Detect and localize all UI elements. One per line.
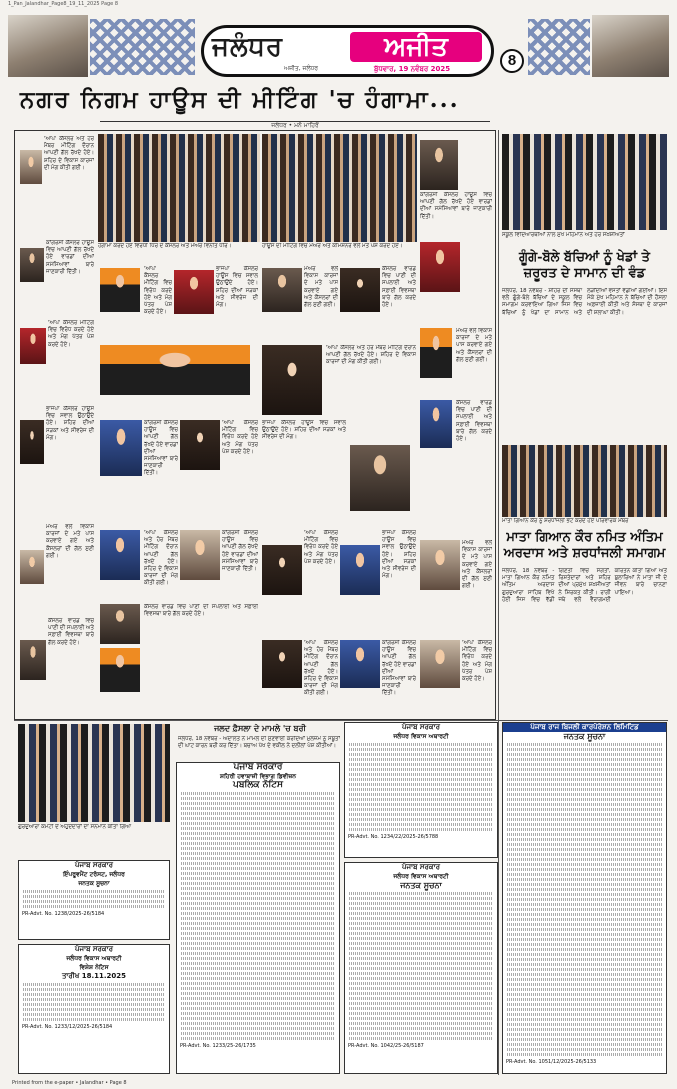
councillor-photo [420,640,460,688]
ad-notice-heading: ਜਨਤਕ ਸੂਚਨਾ [78,880,110,887]
speech-text: ਮੇਅਰ ਵਲੋਂ ਵਿਕਾਸ ਕਾਰਜਾਂ ਦੇ ਮਤੇ ਪਾਸ ਕਰਵਾਏ ਗਏ ਅਤੇ ਕੌਂਸਲਰਾਂ ਦੀ ਗੱਲ ਸੁਣੀ ਗਈ। [46,524,94,559]
honour-ceremony-photo [18,724,170,822]
page-footer: Printed from the e-paper • Jalandhar • Page 8 [12,1080,127,1086]
ad-subtitle: ਇੰਪਰੂਵਮੈਂਟ ਟਰੱਸਟ, ਜਲੰਧਰ [63,871,125,878]
govt-advertisement [18,944,170,1074]
speech-text: ਭਾਜਪਾ ਕੌਂਸਲਰ ਹਾਊਸ ਵਿਚ ਸਵਾਲ ਉਠਾਉਂਦੇ ਹੋਏ। ਸ਼ਹਿਰ ਦੀਆਂ ਸੜਕਾਂ ਅਤੇ ਸੀਵਰੇਜ ਦੀ ਮੰਗ। [46,406,94,441]
govt-advertisement [502,722,667,1074]
councillor-photo [262,268,302,312]
councillor-photo [100,648,140,692]
speech-text: 'ਆਪ' ਕੌਂਸਲਰ ਮੀਟਿੰਗ ਵਿਚ ਵਿਰੋਧ ਕਰਦੇ ਹੋਏ ਅਤੇ ਮੰਗ ਪੱਤਰ ਪੇਸ਼ ਕਰਦੇ ਹੋਏ। [462,640,492,683]
ad-number: PR-Advt. No. 1238/2025-26/5184 [22,911,105,917]
speech-text: ਕਾਂਗਰਸੀ ਕੌਂਸਲਰ ਹਾਊਸ ਵਿਚ ਆਪਣੀ ਗੱਲ ਰੱਖਦੇ ਹੋਏ ਵਾਰਡਾਂ ਦੀਆਂ ਸਮੱਸਿਆਵਾਂ ਬਾਰੇ ਜਾਣਕਾਰੀ ਦਿੱਤੀ। [382,640,416,697]
councillor-photo [420,540,460,590]
ad-subtitle: ਜਲੰਧਰ ਵਿਕਾਸ ਅਥਾਰਟੀ [393,873,449,880]
ad-subtitle: ਸ਼ਹਿਰੀ ਹਵਾਬਾਜ਼ੀ ਵਿਭਾਗ ਡਿਵੀਜ਼ਨ [219,773,297,780]
govt-advertisement [176,762,340,1074]
councillor-photo [100,420,142,476]
councillor-photo [340,545,380,595]
photo-caption: ਗੁਰਦੁਆਰਾ ਕਮੇਟੀ ਦੇ ਅਹੁਦੇਦਾਰਾਂ ਦਾ ਸਨਮਾਨ ਕੀਤਾ ਗਿਆ [18,824,131,830]
councillor-photo [174,270,214,314]
speech-text: ਕਾਂਗਰਸੀ ਕੌਂਸਲਰ ਹਾਊਸ ਵਿਚ ਆਪਣੀ ਗੱਲ ਰੱਖਦੇ ਹੋਏ ਵਾਰਡਾਂ ਦੀਆਂ ਸਮੱਸਿਆਵਾਂ ਬਾਰੇ ਜਾਣਕਾਰੀ ਦਿੱਤੀ। [46,240,94,275]
govt-advertisement [344,722,498,858]
photo-caption: ਸਕੂਲ ਵਿਦਿਆਰਥੀਆਂ ਨਾਲ ਮੁੱਖ ਮਹਿਮਾਨ ਅਤੇ ਹੋਰ ਸਖ਼ਸ਼ੀਅਤਾਂ [502,232,625,238]
ad-title: ਪੰਜਾਬ ਸਰਕਾਰ [401,723,440,731]
councillor-photo [180,420,220,470]
ad-title: ਪੰਜਾਬ ਸਰਕਾਰ [233,762,283,772]
speech-text: ਭਾਜਪਾ ਕੌਂਸਲਰ ਹਾਊਸ ਵਿਚ ਸਵਾਲ ਉਠਾਉਂਦੇ ਹੋਏ। ਸ਼ਹਿਰ ਦੀਆਂ ਸੜਕਾਂ ਅਤੇ ਸੀਵਰੇਜ ਦੀ ਮੰਗ। [382,530,416,580]
councillor-photo [20,640,46,680]
ad-number: PR-Advt. No. 1233/12/2025-26/5184 [22,1024,113,1030]
ad-title: ਪੰਜਾਬ ਸਰਕਾਰ [401,863,440,871]
story-headline: ਮਾਤਾ ਗਿਆਨ ਕੌਰ ਨਮਿਤ ਅੰਤਿਮ ਅਰਦਾਸ ਅਤੇ ਸ਼ਰਧਾਂਜਲੀ ਸਮਾਗਮ [503,530,666,561]
councillor-photo [262,545,302,595]
logo-city-name: ਜਲੰਧਰ [212,32,284,62]
ad-date: ਤਾਰੀਖ 18.11.2025 [61,972,127,980]
speech-text: ਕੌਂਸਲਰ ਵਾਰਡ ਵਿਚ ਪਾਣੀ ਦੀ ਸਪਲਾਈ ਅਤੇ ਸਫ਼ਾਈ ਵਿਵਸਥਾ ਬਾਰੇ ਗੱਲ ਕਰਦੇ ਹੋਏ। [456,400,492,443]
councillor-photo [350,445,410,511]
councillor-photo [262,345,322,415]
councillor-photo [20,550,44,584]
ad-number: PR-Advt. No. 1042/25-26/5187 [348,1043,424,1049]
ad-subtitle: ਜਲੰਧਰ ਵਿਕਾਸ ਅਥਾਰਟੀ [393,733,449,740]
issue-date: ਬੁੱਧਵਾਰ, 19 ਨਵੰਬਰ 2025 [374,65,451,73]
building-photo-left [8,15,88,77]
main-byline: ਜਲੰਧਰ • ਮਨੋ ਮਾਹਿਰੋਂ [100,121,490,130]
ad-notice-heading: ਜਨਤਕ ਸੂਚਨਾ [400,881,442,890]
logo-paper-name: ਅਜੀਤ [350,32,482,62]
councillor-photo [100,345,250,395]
students-group-photo [502,134,667,230]
photo-caption: ਮਾਤਾ ਗਿਆਨ ਕੌਰ ਨੂੰ ਸ਼ਰਧਾਂਜਲੀ ਭੇਟ ਕਰਦੇ ਹੋਏ ਪਰਿਵਾਰਕ ਮੈਂਬਰ [502,518,629,524]
govt-advertisement [18,860,170,940]
councillor-photo [20,248,44,282]
ad-number: PR-Advt. No. 1233/25-26/1735 [180,1043,256,1049]
prayer-ceremony-photo [502,445,667,517]
speech-text: ਕੌਂਸਲਰ ਵਾਰਡ ਵਿਚ ਪਾਣੀ ਦੀ ਸਪਲਾਈ ਅਤੇ ਸਫ਼ਾਈ ਵਿਵਸਥਾ ਬਾਰੇ ਗੱਲ ਕਰਦੇ ਹੋਏ। [144,604,258,618]
speech-text: ਮੇਅਰ ਵਲੋਂ ਵਿਕਾਸ ਕਾਰਜਾਂ ਦੇ ਮਤੇ ਪਾਸ ਕਰਵਾਏ ਗਏ ਅਤੇ ਕੌਂਸਲਰਾਂ ਦੀ ਗੱਲ ਸੁਣੀ ਗਈ। [462,540,492,590]
speech-text: ਭਾਜਪਾ ਕੌਂਸਲਰ ਹਾਊਸ ਵਿਚ ਸਵਾਲ ਉਠਾਉਂਦੇ ਹੋਏ। ਸ਼ਹਿਰ ਦੀਆਂ ਸੜਕਾਂ ਅਤੇ ਸੀਵਰੇਜ ਦੀ ਮੰਗ। [262,420,346,441]
councillor-photo [100,530,140,580]
ad-notice-heading: ਪਬਲਿਕ ਨੋਟਿਸ [233,780,283,790]
print-file-line: 1_Pan_Jalandhar_Page8_19_11_2025 Page 8 [8,1,119,7]
ad-subtitle: ਜਲੰਧਰ ਵਿਕਾਸ ਅਥਾਰਟੀ [66,955,122,962]
ad-number: PR-Advt. No. 1051/12/2025-26/5133 [506,1059,597,1065]
speech-text: ਭਾਜਪਾ ਕੌਂਸਲਰ ਹਾਊਸ ਵਿਚ ਸਵਾਲ ਉਠਾਉਂਦੇ ਹੋਏ। ਸ਼ਹਿਰ ਦੀਆਂ ਸੜਕਾਂ ਅਤੇ ਸੀਵਰੇਜ ਦੀ ਮੰਗ। [216,266,258,309]
speech-text: 'ਆਪ' ਕੌਂਸਲਰ ਮੀਟਿੰਗ ਵਿਚ ਵਿਰੋਧ ਕਰਦੇ ਹੋਏ ਅਤੇ ਮੰਗ ਪੱਤਰ ਪੇਸ਼ ਕਰਦੇ ਹੋਏ। [144,266,172,316]
story-body: ਜਲੰਧਰ, 18 ਨਵੰਬਰ - ਮਾਤਾ ਗਿਆਨ ਕੌਰ ਨਮਿਤ ਅੰਤਿਮ ਅਰਦਾਸ ਗੁਰਦੁਆਰਾ ਸਾਹਿਬ ਵਿਖੇ ਹੋਈ ਜਿਸ ਵਿਚ ਵੱਡੀ ਗਿਣਤੀ ਵਿਚ ਸੰਗਤਾਂ, ਰਿਸ਼ਤੇਦਾਰਾਂ ਅਤੇ ਸ਼ਹਿਰ ਦੀਆਂ ਪ੍ਰਮੁੱਖ ਸ਼ਖ਼ਸੀਅਤਾਂ ਨੇ ਸ਼ਿਰਕਤ ਕੀਤੀ। ਰਾਗੀ ਜਥੇ ਵਲੋਂ ਵੈਰਾਗਮਈ ਕੀਰਤਨ ਕੀਤਾ ਗਿਆ ਅਤੇ ਬੁਲਾਰਿਆਂ ਨੇ ਮਾਤਾ ਜੀ ਦੇ ਜੀਵਨ ਬਾਰੇ ਚਾਨਣਾ ਪਾਇਆ। [502,568,667,603]
speech-text: ਮੇਅਰ ਵਲੋਂ ਵਿਕਾਸ ਕਾਰਜਾਂ ਦੇ ਮਤੇ ਪਾਸ ਕਰਵਾਏ ਗਏ ਅਤੇ ਕੌਂਸਲਰਾਂ ਦੀ ਗੱਲ ਸੁਣੀ ਗਈ। [304,266,338,309]
ad-notice-heading: ਜਨਤਕ ਸੂਚਨਾ [563,732,606,741]
main-headline: ਨਗਰ ਨਿਗਮ ਹਾਊਸ ਦੀ ਮੀਟਿੰਗ 'ਚ ਹੰਗਾਮਾ... [20,86,460,113]
column-divider [498,130,499,1075]
govt-advertisement [344,862,498,1074]
speech-text: 'ਆਪ' ਕੌਂਸਲਰ ਮੀਟਿੰਗ ਵਿਚ ਵਿਰੋਧ ਕਰਦੇ ਹੋਏ ਅਤੇ ਮੰਗ ਪੱਤਰ ਪੇਸ਼ ਕਰਦੇ ਹੋਏ। [222,420,258,455]
speech-text: 'ਆਪ' ਕੌਂਸਲਰ ਅਤੇ ਹੋਰ ਮੈਂਬਰ ਮੀਟਿੰਗ ਦੌਰਾਨ ਆਪਣੀ ਗੱਲ ਰੱਖਦੇ ਹੋਏ। ਸ਼ਹਿਰ ਦੇ ਵਿਕਾਸ ਕਾਰਜਾਂ ਦੀ ਮੰਗ ਕੀਤੀ ਗਈ। [144,530,178,587]
councillor-photo [100,604,140,644]
speech-text: ਕੌਂਸਲਰ ਵਾਰਡ ਵਿਚ ਪਾਣੀ ਦੀ ਸਪਲਾਈ ਅਤੇ ਸਫ਼ਾਈ ਵਿਵਸਥਾ ਬਾਰੇ ਗੱਲ ਕਰਦੇ ਹੋਏ। [48,618,94,646]
newspaper-logo [201,25,494,77]
councillor-photo [100,268,140,312]
councillor-photo [420,328,452,378]
section-divider [14,720,668,721]
decorative-pattern-left [90,19,195,75]
photo-caption: ਹੰਗਾਮਾ ਕਰਦੇ ਹੋਏ ਵਿਰੋਧੀ ਧਿਰ ਦੇ ਕੌਂਸਲਰ ਅਤੇ ਮੇਅਰ ਵਿਨੀਤ ਧੀਰ। [98,243,232,249]
speech-text: 'ਆਪ' ਕੌਂਸਲਰ ਮੀਟਿੰਗ ਵਿਚ ਵਿਰੋਧ ਕਰਦੇ ਹੋਏ ਅਤੇ ਮੰਗ ਪੱਤਰ ਪੇਸ਼ ਕਰਦੇ ਹੋਏ। [48,320,94,348]
ad-title: ਪੰਜਾਬ ਸਰਕਾਰ [74,861,113,869]
story-body: ਜਲੰਧਰ, 18 ਨਵੰਬਰ - ਸ਼ਹਿਰ ਦੀ ਸੰਸਥਾ ਵਲੋਂ ਗੂੰਗੇ-ਬੋਲੇ ਬੱਚਿਆਂ ਦੇ ਸਕੂਲ ਵਿਚ ਸਮਾਗਮ ਕਰਵਾਇਆ ਗਿਆ ਜਿਸ ਵਿਚ ਬੱਚਿਆਂ ਨੂੰ ਖੇਡਾਂ ਦਾ ਸਾਮਾਨ ਅਤੇ ਲੋੜੀਂਦੀਆਂ ਵਸਤਾਂ ਵੰਡੀਆਂ ਗਈਆਂ। ਇਸ ਮੌਕੇ ਮੁੱਖ ਮਹਿਮਾਨ ਨੇ ਬੱਚਿਆਂ ਦੀ ਹੌਸਲਾ ਅਫ਼ਜ਼ਾਈ ਕੀਤੀ ਅਤੇ ਸੰਸਥਾ ਦੇ ਕਾਰਜਾਂ ਦੀ ਸ਼ਲਾਘਾ ਕੀਤੀ। [502,288,667,316]
councillor-photo [420,242,460,292]
logo-subtitle: ਅਜੀਤ, ਜਲੰਧਰ [284,65,319,72]
councillor-photo [20,150,42,184]
councillor-photo [20,328,46,364]
speech-text: 'ਆਪ' ਕੌਂਸਲਰ ਅਤੇ ਹੋਰ ਮੈਂਬਰ ਮੀਟਿੰਗ ਦੌਰਾਨ ਆਪਣੀ ਗੱਲ ਰੱਖਦੇ ਹੋਏ। ਸ਼ਹਿਰ ਦੇ ਵਿਕਾਸ ਕਾਰਜਾਂ ਦੀ ਮੰਗ ਕੀਤੀ ਗਈ। [326,345,416,366]
councillor-photo [420,140,458,190]
speech-text: ਕਾਂਗਰਸੀ ਕੌਂਸਲਰ ਹਾਊਸ ਵਿਚ ਆਪਣੀ ਗੱਲ ਰੱਖਦੇ ਹੋਏ ਵਾਰਡਾਂ ਦੀਆਂ ਸਮੱਸਿਆਵਾਂ ਬਾਰੇ ਜਾਣਕਾਰੀ ਦਿੱਤੀ। [222,530,258,573]
councillor-photo [180,530,220,580]
ad-number: PR-Advt. No. 1234/22/2025-26/5788 [348,834,439,840]
protest-photo [262,134,417,242]
building-photo-right [592,15,669,77]
page-number: 8 [500,49,524,73]
ad-title: ਪੰਜਾਬ ਸਰਕਾਰ [74,945,113,953]
story-headline: ਜਲਦ ਫ਼ੈਸਲਾ ਦੇ ਮਾਮਲੇ 'ਚ ਬਰੀ [214,723,306,733]
speech-text: 'ਆਪ' ਕੌਂਸਲਰ ਅਤੇ ਹੋਰ ਮੈਂਬਰ ਮੀਟਿੰਗ ਦੌਰਾਨ ਆਪਣੀ ਗੱਲ ਰੱਖਦੇ ਹੋਏ। ਸ਼ਹਿਰ ਦੇ ਵਿਕਾਸ ਕਾਰਜਾਂ ਦੀ ਮੰਗ ਕੀਤੀ ਗਈ। [44,136,94,171]
ad-title: ਪੰਜਾਬ ਰਾਜ ਬਿਜਲੀ ਕਾਰਪੋਰੇਸ਼ਨ ਲਿਮਿਟਿਡ [503,723,666,732]
speech-text: ਕਾਂਗਰਸੀ ਕੌਂਸਲਰ ਹਾਊਸ ਵਿਚ ਆਪਣੀ ਗੱਲ ਰੱਖਦੇ ਹੋਏ ਵਾਰਡਾਂ ਦੀਆਂ ਸਮੱਸਿਆਵਾਂ ਬਾਰੇ ਜਾਣਕਾਰੀ ਦਿੱਤੀ। [144,420,178,477]
story-body: ਜਲੰਧਰ, 18 ਨਵੰਬਰ - ਅਦਾਲਤ ਨੇ ਮਾਮਲੇ ਦੀ ਸੁਣਵਾਈ ਕਰਦਿਆਂ ਮੁਲਜ਼ਮ ਨੂੰ ਸਬੂਤਾਂ ਦੀ ਘਾਟ ਕਾਰਨ ਬਰੀ ਕਰ ਦਿੱਤਾ। ਬਚਾਅ ਪੱਖ ਦੇ ਵਕੀਲ ਨੇ ਦਲੀਲਾਂ ਪੇਸ਼ ਕੀਤੀਆਂ। [178,736,340,750]
photo-caption: ਹਾਊਸ ਦੀ ਮੀਟਿੰਗ ਵਿਚ ਮੇਅਰ ਅਤੇ ਕਮਿਸ਼ਨਰ ਵਲੋਂ ਮਤੇ ਪੇਸ਼ ਕਰਦੇ ਹੋਏ। [262,243,403,249]
councillor-photo [262,640,302,688]
speech-text: ਮੇਅਰ ਵਲੋਂ ਵਿਕਾਸ ਕਾਰਜਾਂ ਦੇ ਮਤੇ ਪਾਸ ਕਰਵਾਏ ਗਏ ਅਤੇ ਕੌਂਸਲਰਾਂ ਦੀ ਗੱਲ ਸੁਣੀ ਗਈ। [456,328,492,363]
councillor-photo [20,420,44,464]
councillor-photo [340,640,380,688]
decorative-pattern-right [528,19,590,75]
councillor-photo [420,400,452,448]
speech-text: ਕਾਂਗਰਸੀ ਕੌਂਸਲਰ ਹਾਊਸ ਵਿਚ ਆਪਣੀ ਗੱਲ ਰੱਖਦੇ ਹੋਏ ਵਾਰਡਾਂ ਦੀਆਂ ਸਮੱਸਿਆਵਾਂ ਬਾਰੇ ਜਾਣਕਾਰੀ ਦਿੱਤੀ। [420,192,492,220]
story-headline: ਗੂੰਗੇ-ਬੋਲੇ ਬੱਚਿਆਂ ਨੂੰ ਖੇਡਾਂ ਤੇ ਜ਼ਰੂਰਤ ਦੇ ਸਾਮਾਨ ਦੀ ਵੰਡ [519,250,650,281]
speech-text: 'ਆਪ' ਕੌਂਸਲਰ ਅਤੇ ਹੋਰ ਮੈਂਬਰ ਮੀਟਿੰਗ ਦੌਰਾਨ ਆਪਣੀ ਗੱਲ ਰੱਖਦੇ ਹੋਏ। ਸ਼ਹਿਰ ਦੇ ਵਿਕਾਸ ਕਾਰਜਾਂ ਦੀ ਮੰਗ ਕੀਤੀ ਗਈ। [304,640,338,697]
masthead [8,9,669,81]
speech-text: 'ਆਪ' ਕੌਂਸਲਰ ਮੀਟਿੰਗ ਵਿਚ ਵਿਰੋਧ ਕਰਦੇ ਹੋਏ ਅਤੇ ਮੰਗ ਪੱਤਰ ਪੇਸ਼ ਕਰਦੇ ਹੋਏ। [304,530,338,565]
speech-text: ਕੌਂਸਲਰ ਵਾਰਡ ਵਿਚ ਪਾਣੀ ਦੀ ਸਪਲਾਈ ਅਤੇ ਸਫ਼ਾਈ ਵਿਵਸਥਾ ਬਾਰੇ ਗੱਲ ਕਰਦੇ ਹੋਏ। [382,266,416,309]
councillor-photo [340,268,380,312]
ad-notice-heading: ਵਿਸ਼ੇਸ਼ ਨੋਟਿਸ [79,964,109,971]
house-meeting-crowd-photo [98,134,260,242]
